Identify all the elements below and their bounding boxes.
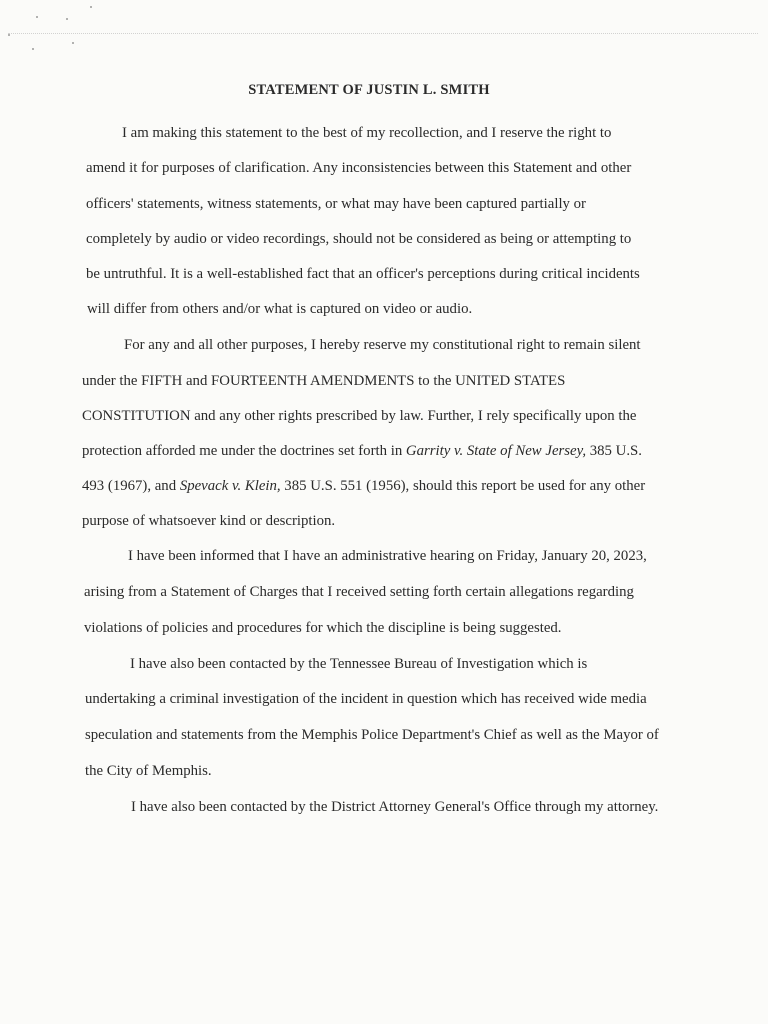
p2-line-3: CONSTITUTION and any other rights prescribed by law. Further, I rely specifically upon the: [82, 408, 637, 424]
p1-line-1: I am making this statement to the best of my recollection, and I reserve the right to: [122, 125, 612, 141]
p4-line-2: undertaking a criminal investigation of the incident in question which has received wide media: [85, 691, 647, 707]
p3-line-1: I have been informed that I have an administrative hearing on Friday, January 20, 2023,: [128, 548, 647, 564]
p2-line-5-text: 493 (1967), and: [82, 478, 180, 494]
scan-artifacts: [6, 4, 86, 54]
p1-line-2: amend it for purposes of clarification. Any inconsistencies between this Statement and other: [86, 160, 632, 176]
p3-line-2: arising from a Statement of Charges that I received setting forth certain allegations regarding: [84, 584, 634, 600]
p2-line-2: under the FIFTH and FOURTEENTH AMENDMENTS to the UNITED STATES: [82, 373, 566, 389]
p4-line-1: I have also been contacted by the Tennessee Bureau of Investigation which is: [130, 656, 588, 672]
p2-line-6: purpose of whatsoever kind or description.: [82, 513, 336, 529]
p5-line-1: I have also been contacted by the District Attorney General's Office through my attorney.: [131, 799, 659, 815]
p2-line-5: [82, 477, 645, 495]
p4-line-4: the City of Memphis.: [85, 763, 212, 779]
case-citation-garrity: Garrity v. State of New Jersey,: [405, 443, 587, 459]
p2-line-4-text: protection afforded me under the doctrines set forth in: [82, 443, 406, 459]
p1-line-4: completely by audio or video recordings, should not be considered as being or attempting to: [86, 231, 632, 247]
document-title: STATEMENT OF JUSTIN L. SMITH: [248, 82, 490, 98]
p1-line-5: be untruthful. It is a well-established fact that an officer's perceptions during critical incidents: [86, 266, 640, 282]
p4-line-3: speculation and statements from the Memphis Police Department's Chief as well as the Mayor of: [85, 727, 659, 743]
p2-line-4-tail: 385 U.S.: [586, 443, 642, 459]
p2-line-4: [82, 442, 642, 460]
p3-line-3: violations of policies and procedures for which the discipline is being suggested.: [84, 620, 562, 636]
p2-line-5-tail: 385 U.S. 551 (1956), should this report be used for any other: [280, 478, 646, 494]
case-citation-spevack: Spevack v. Klein,: [179, 478, 281, 494]
p2-line-1: For any and all other purposes, I hereby reserve my constitutional right to remain silent: [124, 337, 641, 353]
p1-line-3: officers' statements, witness statements, or what may have been captured partially or: [86, 196, 586, 212]
scan-line: [8, 33, 758, 34]
p1-line-6: will differ from others and/or what is captured on video or audio.: [87, 301, 473, 317]
